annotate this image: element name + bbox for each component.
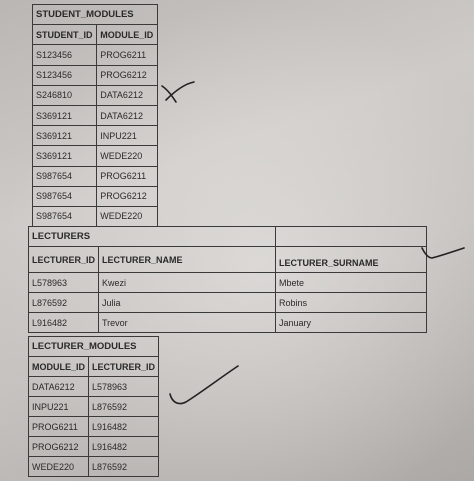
- cell: PROG6211: [97, 45, 158, 65]
- lecturers-table: [28, 226, 427, 333]
- table-row: [29, 437, 159, 457]
- cell: L916482: [89, 437, 159, 457]
- cell: WEDE220: [97, 206, 158, 226]
- cell: S987654: [33, 206, 97, 226]
- handwritten-checkmark-icon: [418, 236, 466, 262]
- cell: PROG6211: [97, 166, 158, 186]
- cell: DATA6212: [29, 377, 89, 397]
- cell: Trevor: [99, 313, 276, 333]
- cell: Robins: [276, 293, 427, 313]
- empty-title-cell: [276, 227, 427, 247]
- cell: S987654: [33, 166, 97, 186]
- cell: L578963: [89, 377, 159, 397]
- table-row: [33, 105, 158, 125]
- cell: S246810: [33, 85, 97, 105]
- table-row: [33, 45, 158, 65]
- table-row: [29, 293, 427, 313]
- lecturer-modules-table: [28, 336, 159, 477]
- table-row: [33, 85, 158, 105]
- table-title: LECTURER_MODULES: [29, 337, 159, 357]
- cell: S369121: [33, 146, 97, 166]
- column-header: MODULE_ID: [29, 357, 89, 377]
- table-row: [33, 186, 158, 206]
- column-header: LECTURER_ID: [89, 357, 159, 377]
- cell: S369121: [33, 126, 97, 146]
- table-row: [33, 146, 158, 166]
- table-row: [33, 126, 158, 146]
- column-header: LECTURER_NAME: [99, 247, 276, 273]
- column-header: LECTURER_SURNAME: [276, 247, 427, 273]
- cell: WEDE220: [29, 457, 89, 477]
- table-row: [29, 377, 159, 397]
- table-row: [29, 457, 159, 477]
- column-header: MODULE_ID: [97, 25, 158, 45]
- cell: L578963: [29, 273, 99, 293]
- handwritten-checkmark-icon: [158, 76, 198, 106]
- cell: INPU221: [97, 126, 158, 146]
- cell: INPU221: [29, 397, 89, 417]
- column-header: LECTURER_ID: [29, 247, 99, 273]
- cell: Julia: [99, 293, 276, 313]
- table-row: [29, 397, 159, 417]
- student-modules-table: [32, 4, 158, 227]
- cell: Mbete: [276, 273, 427, 293]
- cell: L916482: [89, 417, 159, 437]
- cell: Kwezi: [99, 273, 276, 293]
- cell: S123456: [33, 45, 97, 65]
- cell: S987654: [33, 186, 97, 206]
- cell: L876592: [89, 457, 159, 477]
- table-row: [33, 166, 158, 186]
- table-title: STUDENT_MODULES: [33, 5, 158, 25]
- table-row: [33, 206, 158, 226]
- table-row: [29, 313, 427, 333]
- table-row: [33, 65, 158, 85]
- cell: WEDE220: [97, 146, 158, 166]
- cell: PROG6212: [29, 437, 89, 457]
- table-row: [29, 417, 159, 437]
- table-row: [29, 273, 427, 293]
- table-title: LECTURERS: [29, 227, 276, 247]
- cell: S123456: [33, 65, 97, 85]
- cell: S369121: [33, 105, 97, 125]
- cell: DATA6212: [97, 105, 158, 125]
- column-header: STUDENT_ID: [33, 25, 97, 45]
- cell: L876592: [89, 397, 159, 417]
- cell: PROG6211: [29, 417, 89, 437]
- cell: PROG6212: [97, 186, 158, 206]
- cell: January: [276, 313, 427, 333]
- cell: L876592: [29, 293, 99, 313]
- cell: L916482: [29, 313, 99, 333]
- cell: PROG6212: [97, 65, 158, 85]
- handwritten-checkmark-icon: [166, 362, 240, 410]
- cell: DATA6212: [97, 85, 158, 105]
